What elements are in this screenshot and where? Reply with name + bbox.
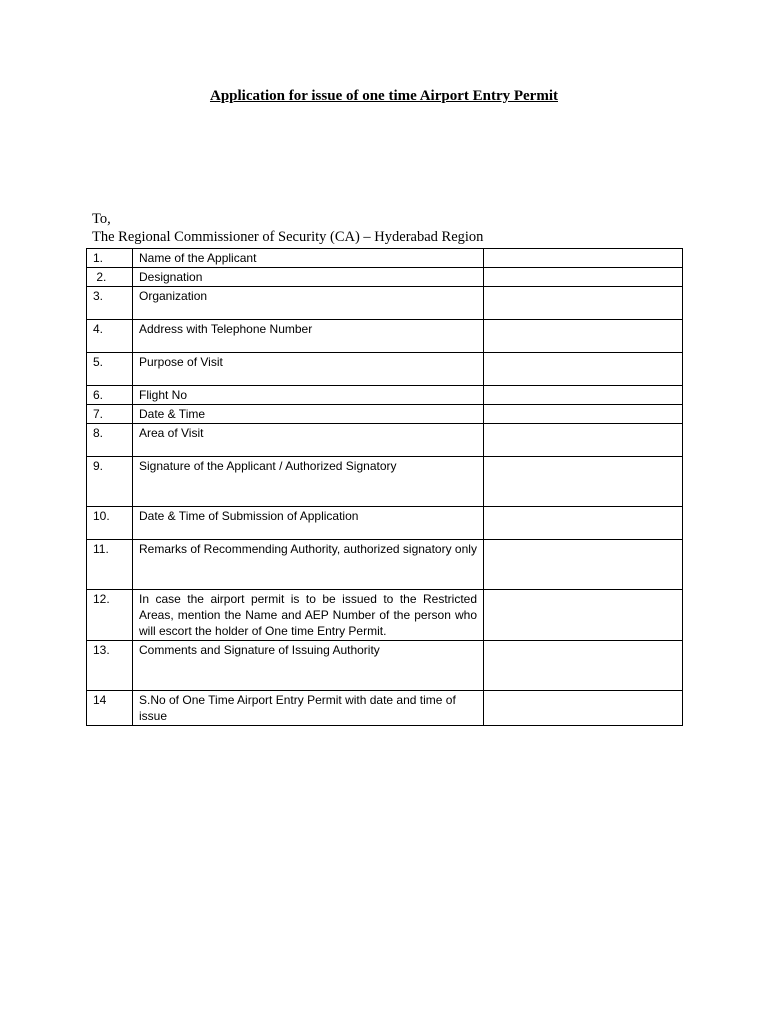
form-row-organization <box>87 287 683 320</box>
row-number: 3. <box>87 287 133 320</box>
row-label: Address with Telephone Number <box>133 320 484 353</box>
form-row-restricted-areas <box>87 590 683 641</box>
row-value-field[interactable] <box>484 249 683 268</box>
row-value-field[interactable] <box>484 268 683 287</box>
row-label: Purpose of Visit <box>133 353 484 386</box>
row-number: 5. <box>87 353 133 386</box>
recipient-line: The Regional Commissioner of Security (CA) – Hyderabad Region <box>92 229 484 245</box>
document-title: Application for issue of one time Airport Entry Permit <box>209 88 558 104</box>
row-value-field[interactable] <box>484 540 683 590</box>
row-value-field[interactable] <box>484 386 683 405</box>
application-form-table <box>86 248 683 726</box>
row-label: Organization <box>133 287 484 320</box>
row-label: Area of Visit <box>133 424 484 457</box>
row-value-field[interactable] <box>484 590 683 641</box>
row-number: 10. <box>87 507 133 540</box>
row-value-field[interactable] <box>484 424 683 457</box>
row-value-field[interactable] <box>484 457 683 507</box>
row-label: Remarks of Recommending Authority, authorized signatory only <box>133 540 484 590</box>
row-label: Comments and Signature of Issuing Authority <box>133 641 484 691</box>
row-value-field[interactable] <box>484 641 683 691</box>
salutation: To, <box>92 211 111 227</box>
form-row-designation <box>87 268 683 287</box>
row-label: Name of the Applicant <box>133 249 484 268</box>
row-number: 9. <box>87 457 133 507</box>
row-label: Designation <box>133 268 484 287</box>
form-row-area <box>87 424 683 457</box>
row-label: Date & Time of Submission of Application <box>133 507 484 540</box>
form-row-name <box>87 249 683 268</box>
row-number: 12. <box>87 590 133 641</box>
row-number: 6. <box>87 386 133 405</box>
row-label: S.No of One Time Airport Entry Permit with date and time of issue <box>133 691 484 726</box>
row-value-field[interactable] <box>484 287 683 320</box>
row-value-field[interactable] <box>484 507 683 540</box>
row-value-field[interactable] <box>484 320 683 353</box>
row-label: Date & Time <box>133 405 484 424</box>
form-row-permit-number <box>87 691 683 726</box>
form-row-flight <box>87 386 683 405</box>
row-number: 1. <box>87 249 133 268</box>
row-label: In case the airport permit is to be issued to the Restricted Areas, mention the Name and AEP Number of the person who will escort the holder of One time Entry Permit. <box>133 590 484 641</box>
form-row-purpose <box>87 353 683 386</box>
row-number: 2. <box>87 268 133 287</box>
form-row-date-time <box>87 405 683 424</box>
row-number: 7. <box>87 405 133 424</box>
form-row-signature <box>87 457 683 507</box>
row-value-field[interactable] <box>484 353 683 386</box>
row-number: 13. <box>87 641 133 691</box>
form-row-issuing-authority <box>87 641 683 691</box>
row-value-field[interactable] <box>484 691 683 726</box>
form-row-remarks <box>87 540 683 590</box>
row-number: 8. <box>87 424 133 457</box>
row-label: Signature of the Applicant / Authorized Signatory <box>133 457 484 507</box>
row-label: Flight No <box>133 386 484 405</box>
row-number: 11. <box>87 540 133 590</box>
row-number: 4. <box>87 320 133 353</box>
row-number: 14 <box>87 691 133 726</box>
form-row-address <box>87 320 683 353</box>
row-value-field[interactable] <box>484 405 683 424</box>
form-row-submission-date <box>87 507 683 540</box>
